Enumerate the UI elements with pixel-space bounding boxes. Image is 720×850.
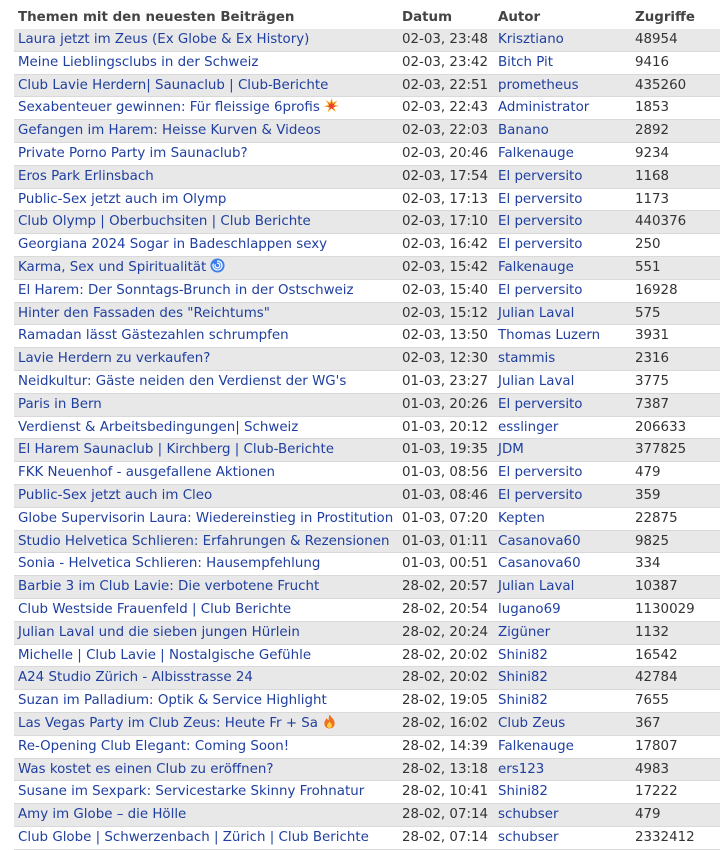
topic-link[interactable]: Hinter den Fassaden des "Reichtums"	[18, 305, 270, 321]
author-link[interactable]: El perversito	[498, 487, 583, 503]
topic-link[interactable]: El Harem Saunaclub | Kirchberg | Club-Berichte	[18, 442, 334, 458]
topic-link[interactable]: Susane im Sexpark: Servicestarke Skinny Frohnatur	[18, 784, 365, 800]
author-link[interactable]: schubser	[498, 807, 559, 823]
author-link[interactable]: Zigüner	[498, 624, 551, 640]
topic-cell	[14, 393, 398, 416]
date-cell: 28-02, 20:57	[398, 576, 494, 599]
date-cell: 02-03, 22:43	[398, 97, 494, 120]
author-cell	[494, 142, 631, 165]
hits-cell: 9825	[631, 530, 720, 553]
topic-cell	[14, 348, 398, 371]
date-cell: 01-03, 23:27	[398, 370, 494, 393]
topic-cell	[14, 507, 398, 530]
table-row	[14, 302, 720, 325]
topic-cell	[14, 74, 398, 97]
topic-cell	[14, 165, 398, 188]
date-cell: 28-02, 16:02	[398, 712, 494, 735]
author-cell	[494, 211, 631, 234]
author-link[interactable]: Casanova60	[498, 556, 581, 572]
author-link[interactable]: Julian Laval	[498, 579, 575, 595]
topic-cell	[14, 439, 398, 462]
author-link[interactable]: Falkenauge	[498, 259, 574, 275]
topic-link[interactable]: Sexabenteuer gewinnen: Für fleissige 6profis	[18, 100, 320, 116]
topic-link[interactable]: Public-Sex jetzt auch im Olymp	[18, 191, 227, 207]
topic-link[interactable]: Re-Opening Club Elegant: Coming Soon!	[18, 738, 290, 754]
author-link[interactable]: Shini82	[498, 784, 548, 800]
hits-cell: 479	[631, 804, 720, 827]
topic-link[interactable]: Studio Helvetica Schlieren: Erfahrungen & Rezensionen	[18, 533, 390, 549]
topic-cell	[14, 325, 398, 348]
hits-cell: 359	[631, 484, 720, 507]
topic-link[interactable]: Lavie Herdern zu verkaufen?	[18, 351, 211, 367]
topic-cell	[14, 484, 398, 507]
author-link[interactable]: Casanova60	[498, 533, 581, 549]
date-cell: 02-03, 13:50	[398, 325, 494, 348]
topic-link[interactable]: Club Olymp | Oberbuchsiten | Club Berichte	[18, 214, 311, 230]
hits-cell: 10387	[631, 576, 720, 599]
hits-cell: 2892	[631, 120, 720, 143]
date-cell: 28-02, 13:18	[398, 758, 494, 781]
topic-link[interactable]: Amy im Globe – die Hölle	[18, 807, 187, 823]
date-cell: 01-03, 20:26	[398, 393, 494, 416]
table-row	[14, 462, 720, 485]
hits-cell: 3931	[631, 325, 720, 348]
topic-link[interactable]: Gefangen im Harem: Heisse Kurven & Videos	[18, 123, 321, 139]
date-cell: 01-03, 00:51	[398, 553, 494, 576]
hits-cell: 48954	[631, 29, 720, 51]
table-row	[14, 370, 720, 393]
topic-cell	[14, 690, 398, 713]
table-row	[14, 256, 720, 279]
topic-cell	[14, 530, 398, 553]
author-link[interactable]: El perversito	[498, 214, 583, 230]
table-row	[14, 279, 720, 302]
topic-link[interactable]: Sonia - Helvetica Schlieren: Hausempfehlung	[18, 556, 321, 572]
date-cell: 28-02, 10:41	[398, 781, 494, 804]
hits-cell: 551	[631, 256, 720, 279]
author-cell	[494, 576, 631, 599]
topic-cell	[14, 553, 398, 576]
topic-link[interactable]: Paris in Bern	[18, 396, 102, 412]
date-cell: 02-03, 23:48	[398, 29, 494, 51]
hits-cell: 4983	[631, 758, 720, 781]
date-cell: 01-03, 20:12	[398, 416, 494, 439]
table-header-row	[14, 6, 720, 29]
cyclone-emoji-icon	[210, 258, 225, 273]
table-row	[14, 29, 720, 51]
topic-cell	[14, 735, 398, 758]
table-row	[14, 484, 720, 507]
table-row	[14, 781, 720, 804]
topic-cell	[14, 279, 398, 302]
hits-cell: 575	[631, 302, 720, 325]
date-cell: 28-02, 20:02	[398, 667, 494, 690]
table-row	[14, 439, 720, 462]
table-row	[14, 598, 720, 621]
table-row	[14, 97, 720, 120]
hits-cell: 22875	[631, 507, 720, 530]
topic-cell	[14, 598, 398, 621]
author-link[interactable]: Club Zeus	[498, 715, 566, 731]
date-cell: 02-03, 16:42	[398, 234, 494, 257]
table-row	[14, 165, 720, 188]
hits-cell: 334	[631, 553, 720, 576]
header-author: Autor	[498, 10, 541, 25]
author-link[interactable]: El perversito	[498, 237, 583, 253]
date-cell: 02-03, 22:03	[398, 120, 494, 143]
date-cell: 02-03, 22:51	[398, 74, 494, 97]
date-cell: 02-03, 15:42	[398, 256, 494, 279]
topic-cell	[14, 120, 398, 143]
topic-cell	[14, 211, 398, 234]
author-cell	[494, 51, 631, 74]
table-row	[14, 507, 720, 530]
topic-cell	[14, 621, 398, 644]
topic-cell	[14, 97, 398, 120]
date-cell: 28-02, 07:14	[398, 826, 494, 849]
table-row	[14, 74, 720, 97]
author-cell	[494, 598, 631, 621]
author-cell	[494, 621, 631, 644]
topic-cell	[14, 416, 398, 439]
author-cell	[494, 29, 631, 51]
author-link[interactable]: stammis	[498, 351, 556, 367]
topic-link[interactable]: Globe Supervisorin Laura: Wiedereinstieg in Prostitution	[18, 510, 394, 526]
date-cell: 02-03, 12:30	[398, 348, 494, 371]
topic-link[interactable]: Julian Laval und die sieben jungen Hürlein	[18, 624, 300, 640]
topic-cell	[14, 302, 398, 325]
author-link[interactable]: lugano69	[498, 601, 561, 617]
author-link[interactable]: Shini82	[498, 670, 548, 686]
author-cell	[494, 120, 631, 143]
hits-cell: 479	[631, 462, 720, 485]
topic-cell	[14, 29, 398, 51]
author-link[interactable]: ers123	[498, 761, 545, 777]
hits-cell: 9416	[631, 51, 720, 74]
author-link[interactable]: Julian Laval	[498, 305, 575, 321]
hits-cell: 206633	[631, 416, 720, 439]
author-link[interactable]: Bitch Pit	[498, 54, 554, 70]
topic-link[interactable]: FKK Neuenhof - ausgefallene Aktionen	[18, 465, 276, 481]
date-cell: 28-02, 20:02	[398, 644, 494, 667]
hits-cell: 250	[631, 234, 720, 257]
topic-cell	[14, 576, 398, 599]
hits-cell: 367	[631, 712, 720, 735]
topic-link[interactable]: Public-Sex jetzt auch im Cleo	[18, 487, 213, 503]
author-cell	[494, 393, 631, 416]
author-cell	[494, 507, 631, 530]
table-row	[14, 188, 720, 211]
author-link[interactable]: El perversito	[498, 282, 583, 298]
author-cell	[494, 758, 631, 781]
date-cell: 02-03, 15:12	[398, 302, 494, 325]
date-cell: 02-03, 17:13	[398, 188, 494, 211]
header-date: Datum	[402, 10, 453, 25]
author-link[interactable]: Krisztiano	[498, 32, 564, 47]
author-cell	[494, 735, 631, 758]
hits-cell: 440376	[631, 211, 720, 234]
date-cell: 01-03, 01:11	[398, 530, 494, 553]
header-hits: Zugriffe	[635, 10, 695, 25]
author-cell	[494, 667, 631, 690]
hits-cell: 9234	[631, 142, 720, 165]
date-cell: 02-03, 15:40	[398, 279, 494, 302]
topic-cell	[14, 234, 398, 257]
hits-cell: 17222	[631, 781, 720, 804]
author-link[interactable]: Julian Laval	[498, 373, 575, 389]
hits-cell: 2332412	[631, 826, 720, 849]
topic-cell	[14, 758, 398, 781]
author-link[interactable]: prometheus	[498, 77, 579, 93]
table-row	[14, 51, 720, 74]
topic-link[interactable]: Meine Lieblingsclubs in der Schweiz	[18, 54, 259, 70]
date-cell: 01-03, 08:56	[398, 462, 494, 485]
table-row	[14, 690, 720, 713]
topic-link[interactable]: Barbie 3 im Club Lavie: Die verbotene Frucht	[18, 579, 320, 595]
hits-cell: 3775	[631, 370, 720, 393]
topic-link[interactable]: Georgiana 2024 Sogar in Badeschlappen sexy	[18, 237, 328, 253]
author-link[interactable]: Thomas Luzern	[498, 328, 601, 344]
topic-cell	[14, 644, 398, 667]
fire-emoji-icon	[322, 714, 337, 729]
topic-link[interactable]: Eros Park Erlinsbach	[18, 168, 154, 184]
topic-link[interactable]: Club Westside Frauenfeld | Club Berichte	[18, 601, 292, 617]
author-cell	[494, 530, 631, 553]
table-row	[14, 120, 720, 143]
author-cell	[494, 690, 631, 713]
author-link[interactable]: Kepten	[498, 510, 545, 526]
author-cell	[494, 74, 631, 97]
table-body	[14, 29, 720, 849]
date-cell: 01-03, 19:35	[398, 439, 494, 462]
topic-link[interactable]: Laura jetzt im Zeus (Ex Globe & Ex History)	[18, 32, 310, 47]
hits-cell: 17807	[631, 735, 720, 758]
latest-topics-table	[14, 6, 720, 850]
topic-link[interactable]: Club Globe | Schwerzenbach | Zürich | Club Berichte	[18, 829, 369, 845]
author-cell	[494, 302, 631, 325]
topic-cell	[14, 142, 398, 165]
table-row	[14, 644, 720, 667]
table-row	[14, 804, 720, 827]
table-row	[14, 325, 720, 348]
topic-link[interactable]: Suzan im Palladium: Optik & Service Highlight	[18, 693, 327, 709]
table-row	[14, 348, 720, 371]
header-topic: Themen mit den neuesten Beiträgen	[18, 10, 295, 25]
table-row	[14, 576, 720, 599]
hits-cell: 16542	[631, 644, 720, 667]
topic-cell	[14, 462, 398, 485]
author-link[interactable]: Falkenauge	[498, 145, 574, 161]
author-cell	[494, 256, 631, 279]
table-row	[14, 142, 720, 165]
collision-emoji-icon	[324, 98, 339, 113]
table-row	[14, 416, 720, 439]
author-cell	[494, 712, 631, 735]
author-cell	[494, 279, 631, 302]
date-cell: 28-02, 07:14	[398, 804, 494, 827]
topic-link[interactable]: Neidkultur: Gäste neiden den Verdienst der WG's	[18, 373, 347, 389]
date-cell: 02-03, 23:42	[398, 51, 494, 74]
topic-link[interactable]: Was kostet es einen Club zu eröffnen?	[18, 761, 274, 777]
table-row	[14, 758, 720, 781]
author-cell	[494, 781, 631, 804]
author-link[interactable]: Falkenauge	[498, 738, 574, 754]
topic-cell	[14, 712, 398, 735]
topic-link[interactable]: Private Porno Party im Saunaclub?	[18, 145, 248, 161]
table-row	[14, 712, 720, 735]
date-cell: 01-03, 07:20	[398, 507, 494, 530]
hits-cell: 1132	[631, 621, 720, 644]
hits-cell: 435260	[631, 74, 720, 97]
author-cell	[494, 97, 631, 120]
hits-cell: 1168	[631, 165, 720, 188]
date-cell: 28-02, 20:24	[398, 621, 494, 644]
table-row	[14, 393, 720, 416]
topic-cell	[14, 804, 398, 827]
topic-cell	[14, 370, 398, 393]
topic-link[interactable]: Verdienst & Arbeitsbedingungen| Schweiz	[18, 419, 299, 435]
author-cell	[494, 188, 631, 211]
topic-link[interactable]: Michelle | Club Lavie | Nostalgische Gefühle	[18, 647, 312, 663]
topic-cell	[14, 826, 398, 849]
date-cell: 28-02, 14:39	[398, 735, 494, 758]
topic-cell	[14, 667, 398, 690]
author-link[interactable]: El perversito	[498, 191, 583, 207]
author-cell	[494, 439, 631, 462]
table-row	[14, 621, 720, 644]
author-cell	[494, 553, 631, 576]
topic-link[interactable]: Las Vegas Party im Club Zeus: Heute Fr + Sa	[18, 715, 318, 731]
date-cell: 02-03, 20:46	[398, 142, 494, 165]
date-cell: 02-03, 17:54	[398, 165, 494, 188]
author-cell	[494, 644, 631, 667]
author-cell	[494, 416, 631, 439]
date-cell: 28-02, 19:05	[398, 690, 494, 713]
author-cell	[494, 234, 631, 257]
hits-cell: 377825	[631, 439, 720, 462]
author-cell	[494, 804, 631, 827]
date-cell: 01-03, 08:46	[398, 484, 494, 507]
hits-cell: 1853	[631, 97, 720, 120]
author-cell	[494, 370, 631, 393]
author-link[interactable]: El perversito	[498, 168, 583, 184]
topic-cell	[14, 256, 398, 279]
author-link[interactable]: schubser	[498, 829, 559, 845]
date-cell: 28-02, 20:54	[398, 598, 494, 621]
author-cell	[494, 462, 631, 485]
hits-cell: 1173	[631, 188, 720, 211]
table-row	[14, 234, 720, 257]
author-cell	[494, 348, 631, 371]
author-link[interactable]: Shini82	[498, 647, 548, 663]
topic-link[interactable]: A24 Studio Zürich - Albisstrasse 24	[18, 670, 253, 686]
author-link[interactable]: El perversito	[498, 465, 583, 481]
author-link[interactable]: JDM	[498, 442, 524, 458]
topic-cell	[14, 51, 398, 74]
hits-cell: 2316	[631, 348, 720, 371]
table-row	[14, 735, 720, 758]
hits-cell: 16928	[631, 279, 720, 302]
author-cell	[494, 484, 631, 507]
hits-cell: 42784	[631, 667, 720, 690]
topic-link[interactable]: El Harem: Der Sonntags-Brunch in der Ostschweiz	[18, 282, 354, 298]
table-row	[14, 553, 720, 576]
author-link[interactable]: Banano	[498, 123, 549, 139]
table-row	[14, 667, 720, 690]
topic-link[interactable]: Club Lavie Herdern| Saunaclub | Club-Berichte	[18, 77, 329, 93]
topic-cell	[14, 188, 398, 211]
topic-link[interactable]: Karma, Sex und Spiritualität	[18, 259, 207, 275]
table-row	[14, 826, 720, 849]
author-link[interactable]: Administrator	[498, 100, 590, 116]
date-cell: 02-03, 17:10	[398, 211, 494, 234]
author-cell	[494, 826, 631, 849]
author-link[interactable]: El perversito	[498, 396, 583, 412]
topic-link[interactable]: Ramadan lässt Gästezahlen schrumpfen	[18, 328, 289, 344]
author-cell	[494, 325, 631, 348]
hits-cell: 1130029	[631, 598, 720, 621]
table-row	[14, 530, 720, 553]
table-row	[14, 211, 720, 234]
author-link[interactable]: Shini82	[498, 693, 548, 709]
hits-cell: 7655	[631, 690, 720, 713]
author-cell	[494, 165, 631, 188]
author-link[interactable]: esslinger	[498, 419, 559, 435]
hits-cell: 7387	[631, 393, 720, 416]
topic-cell	[14, 781, 398, 804]
